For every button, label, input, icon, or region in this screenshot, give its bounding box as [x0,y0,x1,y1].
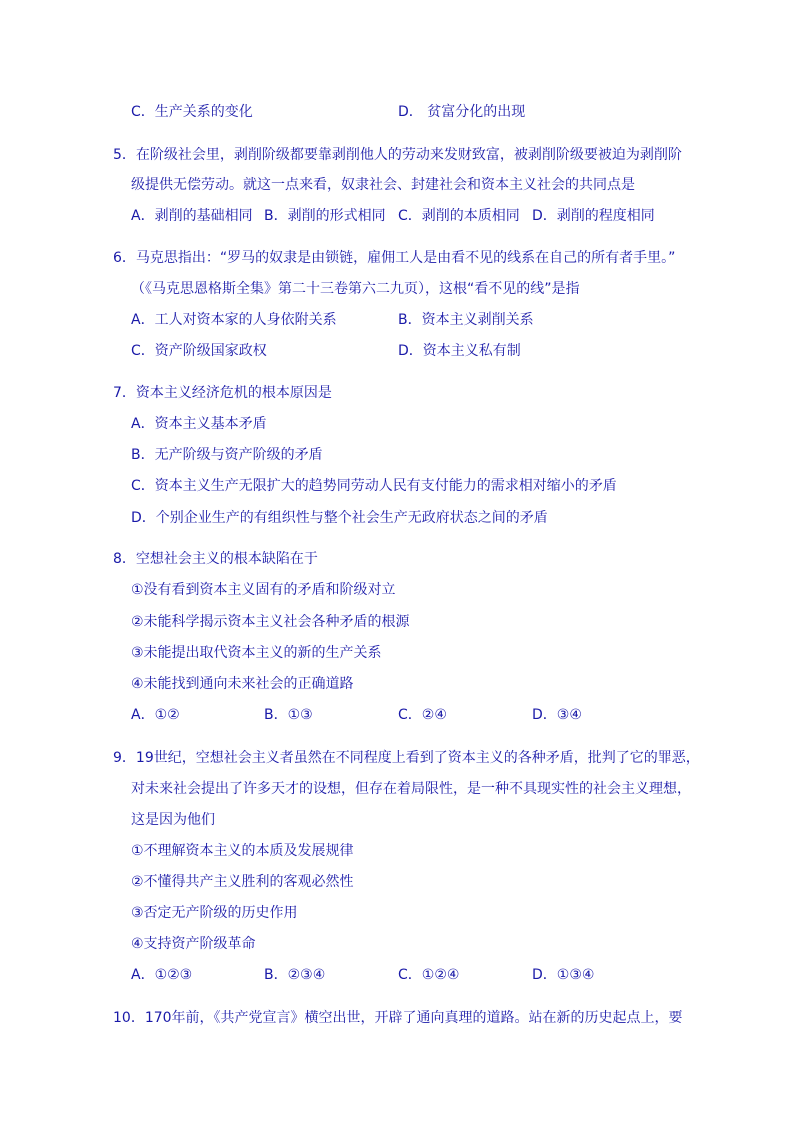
q8-item-2: ②未能科学揭示资本主义社会各种矛盾的根源 [131,614,410,630]
q7-option-a: A．资本主义基本矛盾 [131,416,267,432]
q8-item-3: ③未能提出取代资本主义的新的生产关系 [131,645,382,661]
q6-option-b: B．资本主义剥削关系 [398,312,534,328]
q8-item-1: ①没有看到资本主义固有的矛盾和阶级对立 [131,582,396,598]
question-10-stem-line-1: 10．170年前，《共产党宣言》横空出世，开辟了通向真理的道路。站在新的历史起点上，要 [113,1010,683,1026]
question-9-stem-line-1: 9．19世纪，空想社会主义者虽然在不同程度上看到了资本主义的各种矛盾，批判了它的罪恶， [113,750,700,766]
q4-option-c: C．生产关系的变化 [131,104,253,120]
q9-option-d: D．①③④ [532,967,595,983]
question-5-stem-line-2: 级提供无偿劳动。就这一点来看，奴隶社会、封建社会和资本主义社会的共同点是 [131,177,635,193]
question-6-stem-line-1: 6．马克思指出：“罗马的奴隶是由锁链，雇佣工人是由看不见的线系在自己的所有者手里。” [113,250,676,266]
q6-option-c: C．资产阶级国家政权 [131,343,267,359]
q6-option-d: D．资本主义私有制 [398,343,521,359]
q9-item-1: ①不理解资本主义的本质及发展规律 [131,843,354,859]
question-9-stem-line-3: 这是因为他们 [131,812,215,828]
q4-option-d: D． 贫富分化的出现 [398,104,526,120]
q9-item-2: ②不懂得共产主义胜利的客观必然性 [131,874,354,890]
q9-item-4: ④支持资产阶级革命 [131,936,256,952]
q8-option-a: A．①② [131,707,180,723]
q5-option-d: D．剥削的程度相同 [532,208,655,224]
q5-option-b: B．剥削的形式相同 [264,208,386,224]
question-5-stem-line-1: 5．在阶级社会里，剥削阶级都要靠剥削他人的劳动来发财致富，被剥削阶级要被迫为剥削阶 [113,147,682,163]
q9-option-a: A．①②③ [131,967,193,983]
q6-option-a: A．工人对资本家的人身依附关系 [131,312,337,328]
q9-option-b: B．②③④ [264,967,326,983]
q5-option-a: A．剥削的基础相同 [131,208,253,224]
q7-option-c: C．资本主义生产无限扩大的趋势同劳动人民有支付能力的需求相对缩小的矛盾 [131,478,617,494]
q8-item-4: ④未能找到通向未来社会的正确道路 [131,676,354,692]
q7-option-b: B．无产阶级与资产阶级的矛盾 [131,447,323,463]
question-9-stem-line-2: 对未来社会提出了许多天才的设想，但存在着局限性，是一种不具现实性的社会主义理想， [131,781,691,797]
q8-option-d: D．③④ [532,707,582,723]
question-8-stem: 8．空想社会主义的根本缺陷在于 [113,551,318,567]
q8-option-c: C．②④ [398,707,447,723]
q8-option-b: B．①③ [264,707,313,723]
q9-option-c: C．①②④ [398,967,460,983]
q9-item-3: ③否定无产阶级的历史作用 [131,905,298,921]
q7-option-d: D．个别企业生产的有组织性与整个社会生产无政府状态之间的矛盾 [131,510,548,526]
question-7-stem: 7．资本主义经济危机的根本原因是 [113,385,332,401]
q5-option-c: C．剥削的本质相同 [398,208,520,224]
question-6-stem-line-2: （《马克思恩格斯全集》第二十三卷第六二九页），这根“看不见的线”是指 [131,281,580,297]
